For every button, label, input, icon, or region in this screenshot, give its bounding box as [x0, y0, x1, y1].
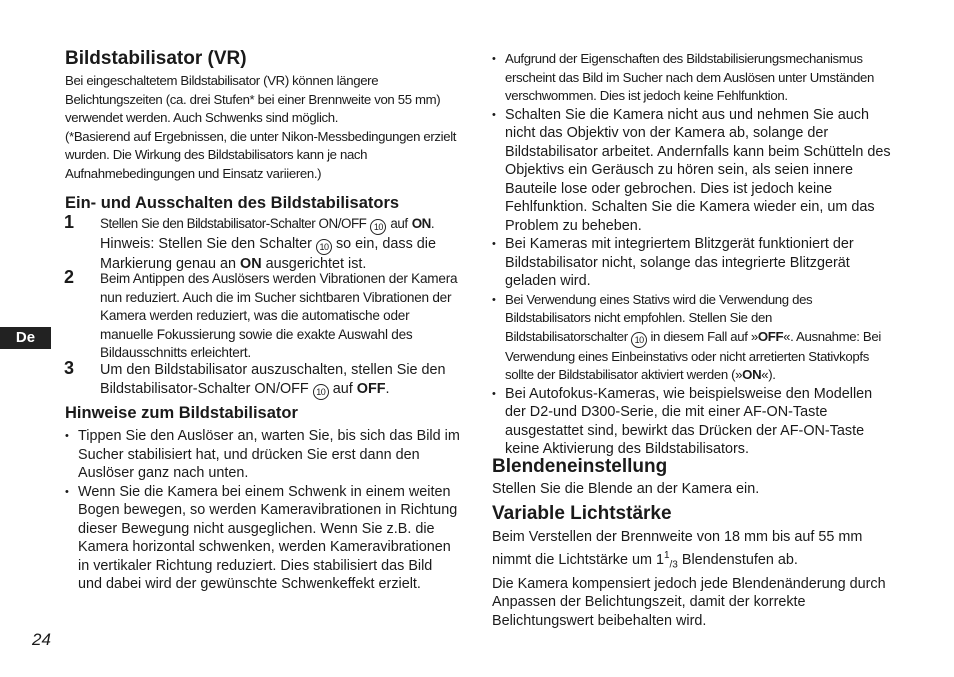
step-2-text: Beim Antippen des Auslösers werden Vibrationen der Kamera nun reduziert. Auch die im Sucher sichtbaren Vibrationen der Kamera werden reduziert, was die automatische oder manuelle Fokussierung sowie die exakte Auswahl des Bildausschnitts erleichtert. [100, 271, 458, 360]
note-6-off: OFF [757, 328, 784, 344]
variable-text-c: Die Kamera kompensiert jedoch jede Blendenänderung durch Anpassen der Belichtungszeit, damit der korrekte Belichtungswert beibehalten wird. [492, 575, 886, 629]
vr-intro-2: (*Basierend auf Ergebnissen, die unter Nikon-Messbedingungen erzielt wurden. Die Wirkung des Bildstabilisators kann je nach Aufnahmebedingungen und Einsatz variieren.) [65, 128, 457, 181]
notes-list-left [65, 427, 460, 594]
switch-icon: 10 [313, 384, 329, 400]
list-item: • Wenn Sie die Kamera bei einem Schwenk in einem weiten Bogen bewegen, so werden Kameravibrationen in Richtung dieser Bewegung nicht ausgeglichen. Wenn Sie z.B. die Kamera horizontal schwenken, werden Kameravibrationen in vertikaler Richtung reduziert. Dies stabilisiert das Bild und dabei wird der gewünschte Schwenkeffekt erzielt. [65, 483, 460, 594]
step-3-text-b: auf [332, 380, 353, 397]
list-item [492, 291, 892, 385]
list-item: • Tippen Sie den Auslöser an, warten Sie, bis sich das Bild im Sucher stabilisiert hat, und drücken Sie erst dann den Auslöser ganz nach unten. [65, 427, 460, 483]
switch-icon: 10 [631, 332, 647, 348]
list-item: • Aufgrund der Eigenschaften des Bildstabilisierungsmechanismus erscheint das Bild im Sucher nach dem Auslösen unter Umständen verschwommen. Dies ist jedoch keine Fehlfunktion. [492, 50, 892, 106]
note-6-d: «). [761, 367, 776, 382]
step-3-off: OFF [356, 380, 386, 397]
variable-text-b: Blendenstufen ab. [677, 551, 798, 568]
onoff-title: Ein- und Ausschalten des Bildstabilisators [65, 194, 400, 212]
list-item: • Bei Kameras mit integriertem Blitzgerät funktioniert der Bildstabilisator nicht, solange das integrierte Blitzgerät geladen wird. [492, 235, 892, 291]
step-2 [64, 267, 465, 363]
vr-title: Bildstabilisator (VR) [65, 48, 247, 69]
step-1-number: 1 [64, 212, 75, 232]
aperture-text: Stellen Sie die Blende an der Kamera ein. [492, 481, 760, 497]
step-1-hint-b: so ein, dass die Markierung genau an [100, 236, 436, 272]
step-3-text-a: Um den Bildstabilisator auszuschalten, stellen Sie den Bildstabilisator-Schalter ON/OFF [100, 362, 446, 397]
page-number: 24 [32, 630, 51, 649]
variable-sup: 1 [663, 549, 670, 561]
variable-text-a: Beim Verstellen der Brennweite von 18 mm bis auf 55 mm nimmt die Lichtstärke um 1 [492, 529, 863, 568]
variable-title: Variable Lichtstärke [492, 503, 672, 524]
switch-icon: 10 [316, 239, 332, 255]
step-1-on: ON [411, 216, 431, 231]
step-2-number: 2 [64, 267, 75, 287]
notes-list-right [492, 50, 892, 459]
switch-icon: 10 [370, 219, 386, 235]
step-1-hint-on: ON [240, 256, 262, 272]
step-1-hint-c: ausgerichtet ist. [265, 256, 367, 272]
vr-intro-1: Bei eingeschaltetem Bildstabilisator (VR) können längere Belichtungszeiten (ca. drei Stufen* bei einer Brennweite von 55 mm) verwendet werden. Auch Schwenks sind möglich. [65, 73, 441, 125]
step-1-text-a: Stellen Sie den Bildstabilisator-Schalter ON/OFF [100, 216, 367, 231]
language-tab: De [0, 327, 51, 349]
variable-sub: /3 [669, 559, 678, 571]
step-3 [64, 358, 465, 400]
list-item: • Schalten Sie die Kamera nicht aus und nehmen Sie auch nicht das Objektiv von der Kamera ab, solange der Bildstabilisator arbeitet. Andernfalls kann beim Schütteln des Objektivs ein Geräusch zu hören sein, als seien innere Bauteile lose oder gebrochen. Dies ist jedoch keine Fehlfunktion. Schalten Sie die Kamera wieder ein, um das Problem zu beheben. [492, 106, 892, 236]
aperture-title: Blendeneinstellung [492, 456, 668, 477]
step-3-number: 3 [64, 358, 75, 378]
step-3-text-c: . [385, 380, 390, 397]
note-6-b: in diesem Fall auf » [650, 328, 758, 344]
notes-title: Hinweise zum Bildstabilisator [65, 404, 298, 422]
step-1-hint-a: Hinweis: Stellen Sie den Schalter [100, 236, 312, 252]
step-1 [64, 212, 465, 274]
note-6-on: ON [742, 367, 762, 382]
step-1-text-b: auf [390, 216, 408, 231]
step-1-text-c: . [430, 216, 435, 231]
list-item: • Bei Autofokus-Kameras, wie beispielsweise den Modellen der D2-und D300-Serie, die mit einer AF-ON-Taste ausgestattet sind, bewirkt das Drücken der AF-ON-Taste keine Aktivierung des Bildstabilisators. [492, 385, 892, 459]
variable-text [492, 528, 892, 575]
note-6-a: Bei Verwendung eines Stativs wird die Verwendung des Bildstabilisators nicht empfohlen. Stellen Sie den Bildstabilisatorschalter [505, 291, 813, 344]
note-6-c: «. Ausnahme: Bei Verwendung eines Einbeinstativs oder nicht arretierten Stativkopfs sollte der Bildstabilisator aktiviert werden (» [505, 328, 881, 382]
